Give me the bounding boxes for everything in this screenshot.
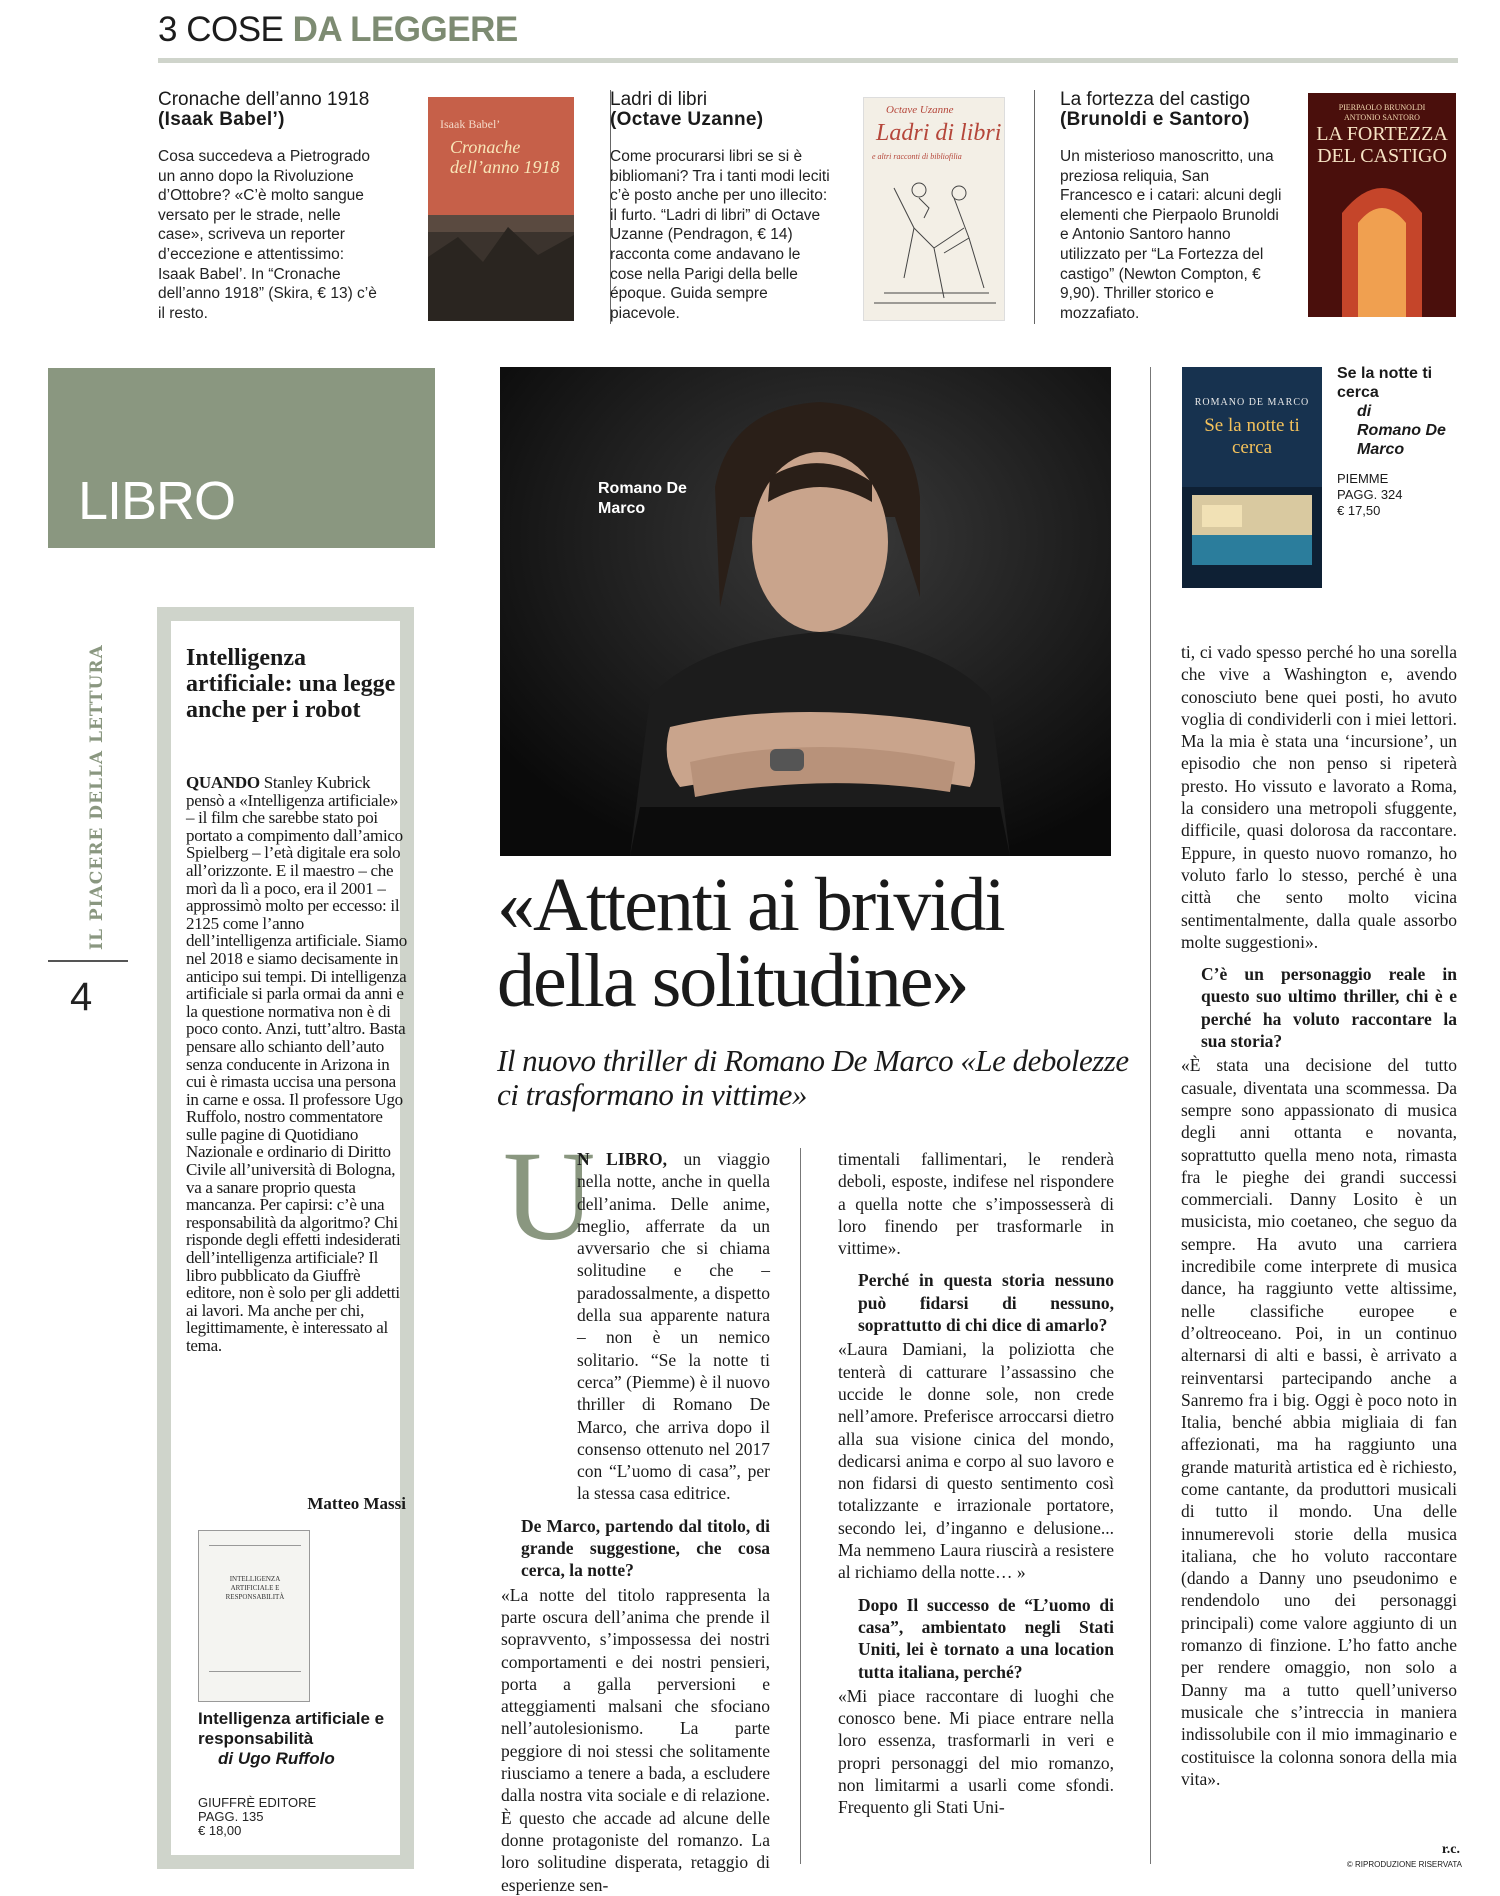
- header-part2: DA LEGGERE: [292, 10, 518, 49]
- sidebar-book-price: € 18,00: [198, 1823, 242, 1838]
- copyright-notice: © RIPRODUZIONE RISERVATA: [1346, 1860, 1462, 1869]
- article-column-3: [1181, 641, 1457, 1790]
- book-author: [1337, 402, 1467, 459]
- rec-2-title: [610, 90, 870, 110]
- vertical-section-title: [80, 644, 110, 950]
- rec-2-cover-illustration: [874, 168, 996, 308]
- header-rule: [158, 58, 1458, 63]
- article-headline: «Attenti ai brividi della solitudine»: [497, 863, 1004, 1023]
- cover-line: [209, 1545, 301, 1546]
- author-photo: [500, 367, 1111, 856]
- section-label: LIBRO: [78, 471, 236, 531]
- rec-2-cover-author: Octave Uzanne: [886, 104, 954, 116]
- book-cover: [1182, 367, 1322, 588]
- rec-1-cover-author: Isaak Babel’: [440, 117, 501, 131]
- sidebar-book-cover: [198, 1530, 310, 1702]
- page-number: 4: [70, 975, 93, 1019]
- sidebar-lead: QUANDO: [186, 773, 260, 792]
- rec-2-cover-title: Ladri di libri: [876, 120, 1002, 146]
- question-4: C’è un personaggio reale in questo suo ultimo thriller, chi è e perché ha voluto raccontare la sua storia?: [1201, 964, 1457, 1052]
- answer-1-continued: timentali fallimentari, le renderà deboli, esposte, indifese nel rispondere a quella notte che s’impossesserà di loro finendo per trasformarle in vittime».: [838, 1149, 1114, 1259]
- sidebar-body: Stanley Kubrick pensò a «Intelligenza artificiale» – il film che sarebbe stato poi portato a compimento dall’amico Spielberg – l’età digitale era solo all’orizzonte. E il maestro – che morì da lì a poco, era il 2001 – approssimò molto per eccesso: il 2125 come l’anno dell’intelligenza artificiale. Siamo nel 2018 e siamo decisamente in anticipo sui tempi. Di intelligenza artificiale si parla ormai da anni e la questione normativa non è di poco conto. Anzi, tutt’altro. Basta pensare allo schianto dell’auto senza conducente in Arizona in cui è rimasta uccisa una persona in carne e ossa. Il professore Ugo Ruffolo, nostro commentatore sulle pagine di Quotidiano Nazionale e ordinario di Diritto Civile all’università di Bologna, va a sanare proprio questa mancanza. Per capirsi: c’è una responsabilità da algoritmo? Chi risponde degli effetti indesiderati dell’intelligenza artificiale? Il libro pubblicato da Giuffrè editore, non è solo per gli addetti ai lavori. Ma anche per chi, legittimamente, è interessato al tema.: [186, 773, 407, 1355]
- rec-3-title: La fortezza del castigo: [1060, 89, 1251, 110]
- article-column-1: [501, 1148, 770, 1896]
- article-p1: un viaggio nella notte, anche in quella dell’anima. Delle anime, meglio, afferrate da un avversario che si chiama solitudine e che – paradossalmente, a dispetto della sua apparente natura – non è un nemico solitario. “Se la notte ti cerca” (Piemme) è il nuovo thriller di Romano De Marco, che arriva dopo il consenso ottenuto nel 2017 con “L’uomo di casa”, per la stessa casa editrice.: [577, 1149, 770, 1504]
- rec-3-cover-title: LA FORTEZZA DEL CASTIGO: [1316, 123, 1448, 167]
- article-column-2: [838, 1148, 1114, 1819]
- article-lead: N LIBRO,: [577, 1149, 667, 1169]
- sidebar-book-title: Intelligenza artificiale e responsabilità: [198, 1709, 385, 1748]
- sidebar-text: [186, 774, 408, 1355]
- article-signature: r.c.: [1441, 1842, 1460, 1857]
- photo-caption: Romano De Marco: [598, 480, 687, 517]
- book-author-name: Romano De Marco: [1357, 422, 1446, 458]
- answer-2: «Laura Damiani, la poliziotta che tenterà di catturare l’assassino che uccide le donne sole, non crede nell’amore. Preferisce arroccarsi dietro alla sua visione cinica del mondo, dedicarsi anima e corpo al suo lavoro e non fidarsi di questo sentimento così totalizzante e irrazionale portatore, secondo lei, d’inganno e delusione... Ma nemmeno Laura riuscirà a resistere al richiamo della notte… »: [838, 1339, 1114, 1583]
- cover-line-2: [209, 1671, 301, 1672]
- vertical-section-text: IL PIACERE DELLA LETTURA: [87, 644, 107, 950]
- book-info: [1337, 364, 1467, 519]
- book-cover-author: ROMANO DE MARCO: [1194, 397, 1310, 408]
- column-separator-2: [1150, 367, 1151, 1864]
- sidebar-book-cover-text: INTELLIGENZA ARTIFICIALE E RESPONSABILITÀ: [225, 1575, 285, 1601]
- book-cover-title: Se la notte ti cerca: [1204, 415, 1300, 458]
- answer-3: «Mi piace raccontare di luoghi che conosco bene. Mi piace entrare nella loro essenza, trasformarli in veri e propri personaggi del mio romanzo, non limitarmi a usarli come sfondi. Frequento gli Stati Uni-: [838, 1685, 1114, 1818]
- book-publisher: PIEMME: [1337, 471, 1389, 486]
- rec-3-cover-author: PIERPAOLO BRUNOLDI ANTONIO SANTORO: [1338, 103, 1426, 122]
- sidebar-publisher-name: GIUFFRÈ EDITORE: [198, 1795, 317, 1810]
- rec-2-cover: [863, 97, 1005, 321]
- rec-2-author: (Octave Uzanne): [610, 109, 764, 130]
- header-part1: 3 COSE: [158, 10, 293, 49]
- column-separator: [800, 1148, 801, 1864]
- book-price: € 17,50: [1337, 503, 1381, 518]
- book-title: Se la notte ti cerca: [1337, 365, 1433, 401]
- page-number-rule: [48, 960, 128, 962]
- answer-1: «La notte del titolo rappresenta la parte oscura dell’anima che prende il sopravvento, s’impossessa dei nostri comportamenti e dei nostri pensieri, porta a galla perversioni e atteggiamenti malsani che sfociano nell’autolesionismo. La parte peggiore di noi stessi che solitamente riusciamo a tenere a bada, a escludere dalla nostra vita sociale e di relazione. È questo che accade ad alcune delle donne protagoniste del romanzo. La loro solitudine disperata, retaggio di esperienze sen-: [501, 1584, 770, 1895]
- rec-1-author: (Isaak Babel’): [158, 109, 285, 130]
- sidebar-signature: Matteo Massi: [307, 1494, 406, 1513]
- rec-1-cover: [428, 97, 574, 321]
- sidebar-book-caption: [198, 1709, 398, 1769]
- rec-3-author: (Brunoldi e Santoro): [1060, 109, 1250, 130]
- sidebar-book-publisher: [198, 1796, 398, 1838]
- rec-1-text: Cosa succedeva a Pietrogrado un anno dopo la Rivoluzione d’Ottobre? «C’è molto sangue versato per le strade, nelle case», scriveva un reporter d’eccezione e attentissimo: Isaak Babel’. In “Cronache dell’anno 1918” (Skira, € 13) c’è il resto.: [158, 148, 377, 322]
- rec-3-cover: [1308, 93, 1456, 317]
- article-lead-paragraph: [501, 1148, 770, 1505]
- book-publisher-info: [1337, 471, 1467, 519]
- sidebar-title: Intelligenza artificiale: una legge anche per i robot: [186, 645, 396, 723]
- rec-3-text: Un misterioso manoscritto, una preziosa reliquia, San Francesco e i catari: alcuni degli elementi che Pierpaolo Brunoldi e Antonio Santoro hanno utilizzato per “La Fortezza del castigo” (Newton Compton, € 9,90). Thriller storico e mozzafiato.: [1060, 148, 1282, 322]
- answer-3-continued: ti, ci vado spesso perché ho una sorella che vive a Washington e, avendo conosciuto bene quei posti, ho avuto voglia di condividerli con i miei lettori. Ma la mia è stata una ‘incursione’, un episodio che non penso si ripeterà presto. Ho vissuto e lavorato a Roma, la considero una metropoli sfuggente, difficile, quasi dolorosa da raccontare. Eppure, in questo nuovo romanzo, ho voluto farlo lo stesso, perché è una città che sento molto vicina sentimentalmente, dalla quale assorbo molte suggestioni».: [1181, 642, 1457, 952]
- answer-4: «È stata una decisione del tutto casuale, diventata una scommessa. Da sempre sono appassionato di musica degli anni ottanta e novanta, soprattutto quella meno nota, rimasta fra le pieghe dei grandi successi commerciali. Danny Losito è un musicista, mio coetaneo, che seguo da sempre. Ha avuto una carriera incredibile come interprete di musica dance, ha raggiunto vette altissime, nelle classifiche europee e d’oltreoceano. Poi, in un continuo alternarsi di alti e bassi, è arrivato a reinventarsi partecipando anche a Sanremo fra i big. Oggi è poco noto in Italia, benché abbia migliaia di fan affezionati, ma ha raggiunto una grande maturità artistica ed è richiesto, come cantante, da produttori musicali di tutto il mondo. Una delle innumerevoli storie della musica italiana, che ho voluto raccontare (dando a Danny uno pseudonimo e rendendolo uno dei personaggi principali) come valore aggiunto di un romanzo di finzione. L’ho fatto anche per rendere omaggio, non solo a Danny ma a tutto quell’universo musicale che s’intreccia in maniera indissolubile con il mio immaginario e costituisce la colonna sonora della mia vita».: [1181, 1055, 1457, 1789]
- rec-2-cover-sub: e altri racconti di bibliofilia: [872, 152, 962, 161]
- sidebar-book-author: di Ugo Ruffolo: [218, 1749, 335, 1768]
- section-header: [158, 10, 518, 50]
- question-3: Dopo Il successo de “L’uomo di casa”, ambientato negli Stati Uniti, lei è tornato a una location tutta italiana, perché?: [858, 1594, 1114, 1682]
- rec-2-title-text: Ladri di libri: [610, 89, 708, 110]
- book-pages: PAGG. 324: [1337, 487, 1403, 502]
- book-author-prefix: di: [1357, 403, 1372, 420]
- rec-separator-2: [1034, 90, 1035, 324]
- rec-1-title: Cronache dell’anno 1918: [158, 89, 370, 110]
- rec-2-text: Come procurarsi libri se si è bibliomani? Tra i tanti modi leciti c’è posto anche per uno illecito: il furto. “Ladri di libri” di Octave Uzanne (Pendragon, € 14) racconta come andavano le cose nella Parigi della belle époque. Guida sempre piacevole.: [610, 148, 830, 322]
- article-subhead: Il nuovo thriller di Romano De Marco «Le debolezze ci trasformano in vittime»: [497, 1043, 1129, 1112]
- rec-1-cover-title: Cronache dell’anno 1918: [450, 137, 560, 177]
- sidebar-book-pages: PAGG. 135: [198, 1809, 264, 1824]
- question-2: Perché in questa storia nessuno può fidarsi di nessuno, soprattutto di chi dice di amarlo?: [858, 1270, 1114, 1336]
- dropcap: U: [503, 1125, 596, 1267]
- question-1: De Marco, partendo dal titolo, di grande suggestione, che cosa cerca, la notte?: [521, 1515, 770, 1581]
